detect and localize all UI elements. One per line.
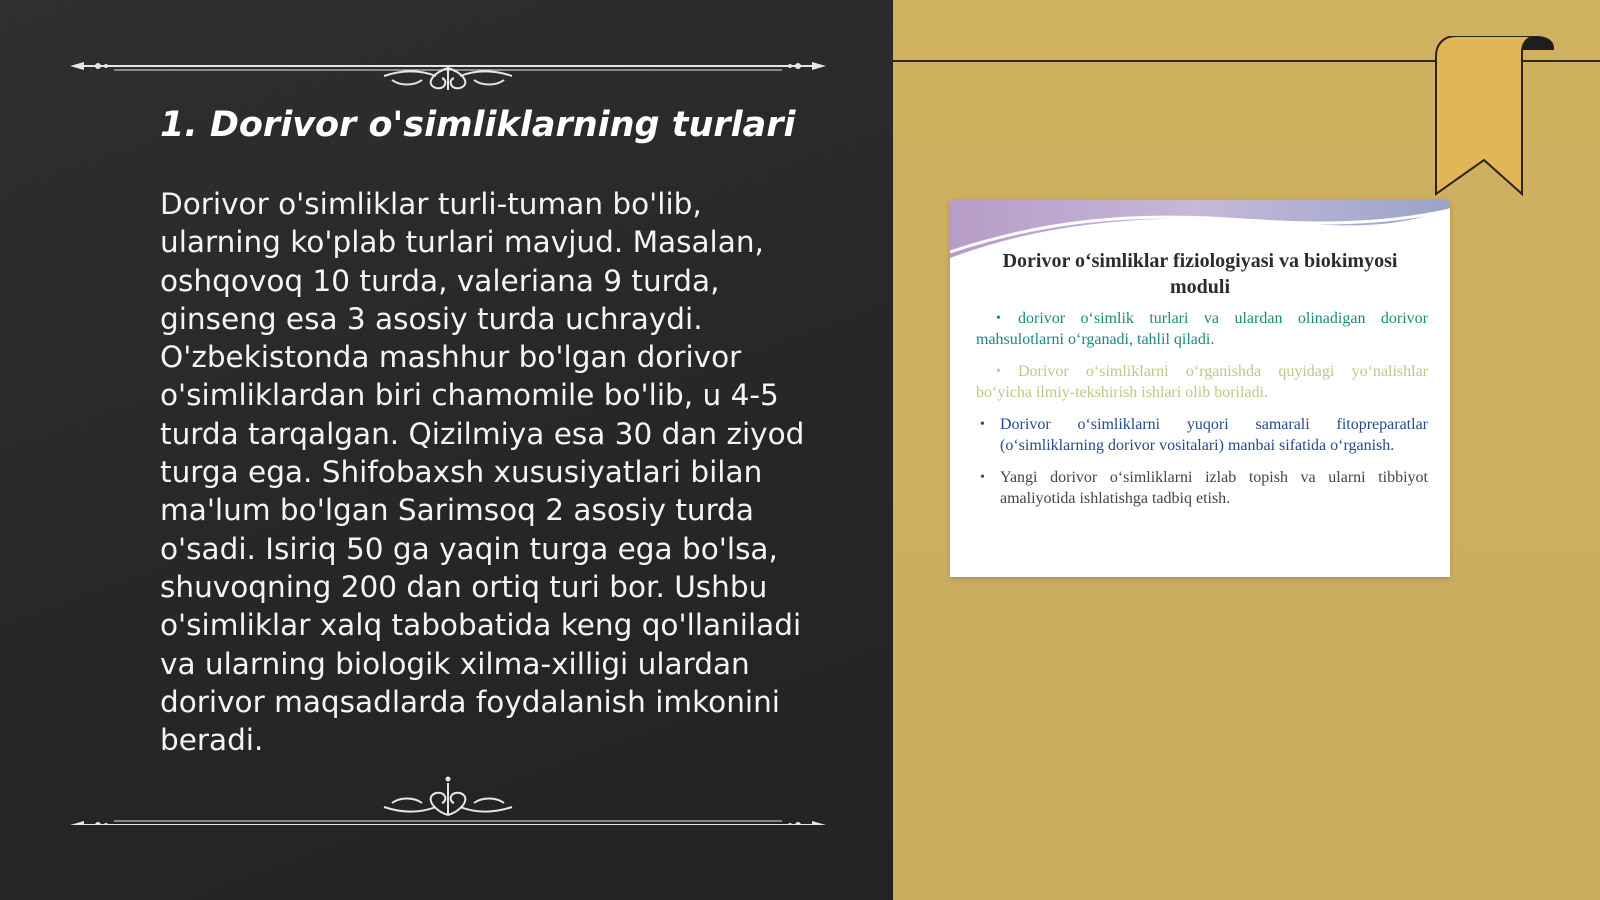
module-card [950, 200, 1450, 577]
list-item [976, 308, 1428, 350]
bullet-icon: • [996, 311, 1001, 326]
list-item-text: dorivor o‘simlik turlari va ulardan olinadigan dorivor mahsulotlarni o‘rganadi, tahlil qiladi. [976, 310, 1428, 348]
flourish-divider-icon [64, 40, 832, 90]
bullet-icon: • [980, 417, 985, 432]
flourish-divider-icon [64, 775, 832, 825]
slide-title: 1. Dorivor o'simliklarning turlari [160, 105, 796, 145]
list-item-text: Dorivor o‘simliklarni o‘rganishda quyidagi yo‘nalishlar bo‘yicha ilmiy-tekshirish ishlari olib boriladi. [976, 363, 1428, 401]
bullet-icon: • [996, 364, 1001, 379]
list-item [976, 414, 1428, 456]
list-item [976, 467, 1428, 509]
bullet-icon: • [980, 470, 985, 485]
list-item-text: Dorivor o‘simliklarni yuqori samarali fitopreparatlar (o‘simliklarning dorivor vositalari) manbai sifatida o‘rganish. [1000, 416, 1428, 454]
list-item [976, 361, 1428, 403]
bookmark-ribbon-icon [1434, 36, 1554, 200]
list-item-text: Yangi dorivor o‘simliklarni izlab topish va ularni tibbiyot amaliyotida ishlatishga tadbiq etish. [1000, 469, 1428, 507]
card-bullet-list [976, 308, 1428, 520]
card-title: Dorivor o‘simliklar fiziologiyasi va biokimyosi moduli [1002, 250, 1398, 298]
slide-body-text: Dorivor o'simliklar turli-tuman bo'lib, ularning ko'plab turlari mavjud. Masalan, oshqovoq 10 turda, valeriana 9 turda, ginseng esa 3 asosiy turda uchraydi. O'zbekistonda mashhur bo'lgan dorivor o'simliklardan biri chamomile bo'lib, u 4-5 turda tarqalgan. Qizilmiya esa 30 dan ziyod turga ega. Shifobaxsh xususiyatlari bilan ma'lum bo'lgan Sarimsoq 2 asosiy turda o'sadi. Isiriq 50 ga yaqin turga ega bo'lsa, shuvoqning 200 dan ortiq turi bor. Ushbu o'simliklar xalq tabobatida keng qo'llaniladi va ularning biologik xilma-xilligi ulardan dorivor maqsadlarda foydalanish imkonini beradi. [160, 187, 805, 758]
